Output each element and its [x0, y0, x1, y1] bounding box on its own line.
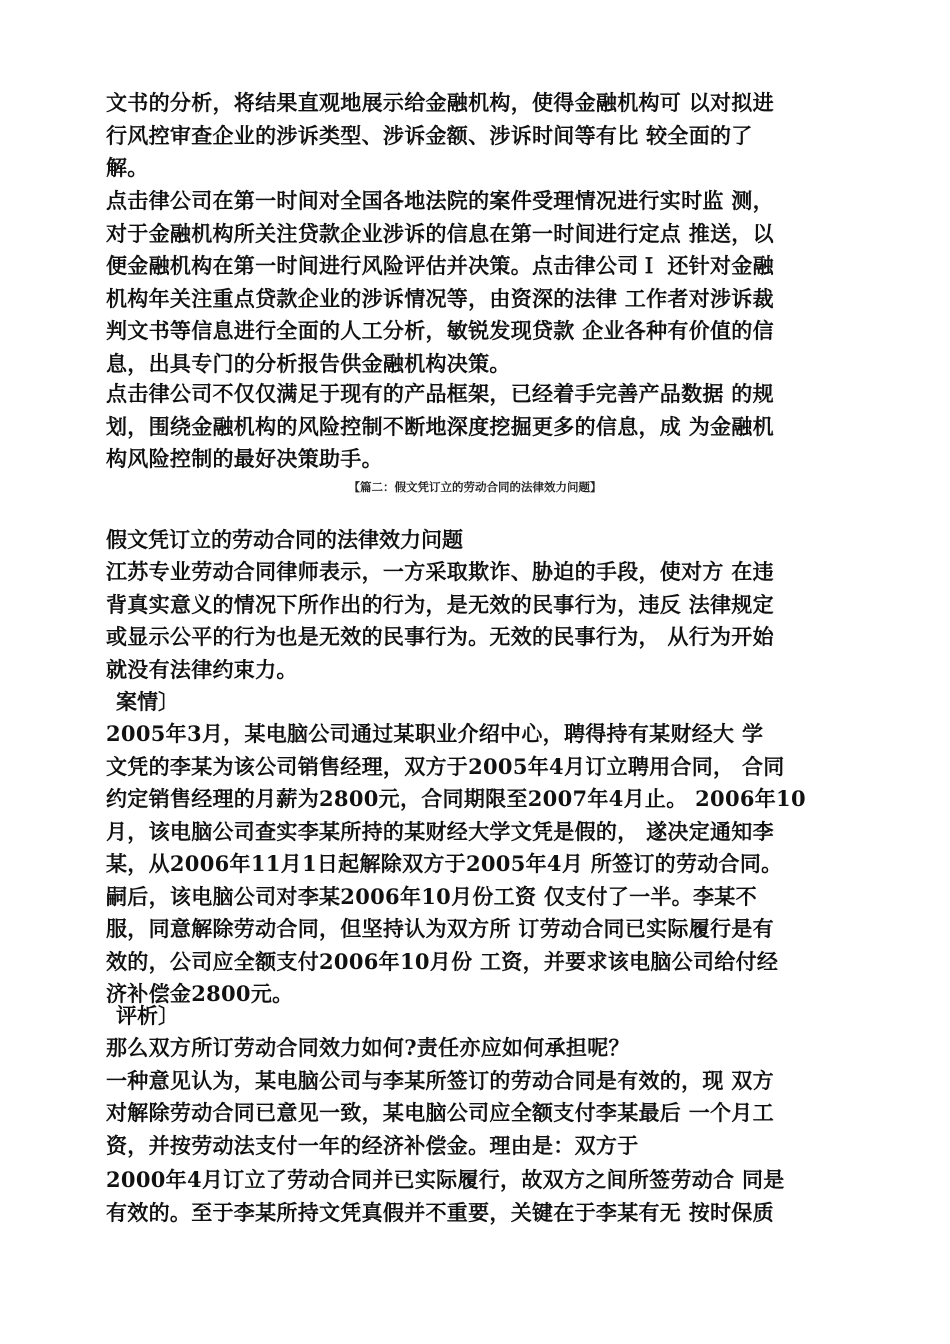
text-line: 对于金融机构所关注贷款企业涉诉的信息在第一时间进行定点 推送，以 — [106, 220, 774, 246]
paragraph-6 — [106, 1032, 852, 1162]
case-heading: 案情〕 — [116, 689, 179, 714]
paragraph-3 — [106, 378, 852, 476]
text-line: 或显示公平的行为也是无效的民事行为。无效的民事行为， 从行为开始 — [106, 624, 774, 649]
text-line: 机构年关注重点贷款企业的涉诉情况等，由资深的法律 工作者对涉诉裁 — [106, 285, 774, 311]
text-line: 月，该电脑公司查实李某所持的某财经大学文凭是假的， 遂决定通知李 — [106, 818, 774, 844]
text-line: 一种意见认为，某电脑公司与李某所签订的劳动合同是有效的，现 双方 — [106, 1067, 774, 1093]
text-line: 构风险控制的最好决策助手。 — [106, 446, 383, 471]
text-line: 2005年3月，某电脑公司通过某职业介绍中心，聘得持有某财经大 学 — [106, 721, 764, 746]
text-line: 解。 — [106, 155, 149, 180]
text-line: 某，从2006年11月1日起解除双方于2005年4月 所签订的劳动合同。 — [106, 851, 783, 876]
text-line: 判文书等信息进行全面的人工分析，敏锐发现贷款 企业各种有价值的信 — [106, 318, 774, 343]
text-line: 背真实意义的情况下所作出的行为，是无效的民事行为，违反 法律规定 — [106, 591, 774, 617]
paragraph-7 — [106, 1164, 852, 1229]
text-line: 约定销售经理的月薪为2800元，合同期限至2007年4月止。 2006年10 — [106, 786, 806, 811]
paragraph-1 — [106, 87, 852, 185]
text-line: 就没有法律约束力。 — [106, 656, 298, 682]
text-line: 文书的分析，将结果直观地展示给金融机构，使得金融机构可 以对拟进 — [106, 90, 774, 115]
section-caption: 【篇二：假文凭订立的劳动合同的法律效力问题】 — [348, 480, 602, 494]
text-line: 效的，公司应全额支付2006年10月份 工资，并要求该电脑公司给付经 — [106, 948, 779, 974]
paragraph-4 — [106, 556, 852, 686]
text-line: 文凭的李某为该公司销售经理，双方于2005年4月订立聘用合同， 合同 — [106, 753, 785, 779]
text-line: 嗣后，该电脑公司对李某2006年10月份工资 仅支付了一半。李某不 — [106, 883, 757, 909]
text-line: 2000年4月订立了劳动合同并已实际履行，故双方之间所签劳动合 同是 — [106, 1167, 785, 1192]
text-line: 资，并按劳动法支付一年的经济补偿金。理由是：双方于 — [106, 1132, 639, 1158]
text-line: 江苏专业劳动合同律师表示，一方采取欺诈、胁迫的手段，使对方 在违 — [106, 559, 774, 584]
text-line: 行风控审查企业的涉诉类型、涉诉金额、涉诉时间等有比 较全面的了 — [106, 122, 753, 148]
text-line: 便金融机构在第一时间进行风险评估并决策。点击律公司Ｉ 还针对金融 — [106, 253, 774, 278]
paragraph-2 — [106, 185, 852, 380]
text-line: 息，出具专门的分析报告供金融机构决策。 — [106, 350, 511, 376]
analysis-heading: 评析〕 — [116, 1003, 179, 1028]
text-line: 济补偿金2800元。 — [106, 981, 294, 1006]
text-line: 点击律公司不仅仅满足于现有的产品框架，已经着手完善产品数据 的规 — [106, 381, 774, 406]
text-line: 点击律公司在第一时间对全国各地法院的案件受理情况进行实时监 测， — [106, 188, 774, 213]
text-line: 有效的。至于李某所持文凭真假并不重要，关键在于李某有无 按时保质 — [106, 1199, 774, 1225]
text-line: 服，同意解除劳动合同，但坚持认为双方所 订劳动合同已实际履行是有 — [106, 916, 774, 941]
article-title: 假文凭订立的劳动合同的法律效力问题 — [106, 527, 463, 552]
text-line: 对解除劳动合同已意见一致，某电脑公司应全额支付李某最后 一个月工 — [106, 1100, 774, 1125]
text-line: 那么双方所订劳动合同效力如何?责任亦应如何承担呢？ — [106, 1035, 630, 1060]
text-line: 划，围绕金融机构的风险控制不断地深度挖掘更多的信息，成 为金融机 — [106, 413, 774, 439]
paragraph-5 — [106, 718, 852, 1011]
